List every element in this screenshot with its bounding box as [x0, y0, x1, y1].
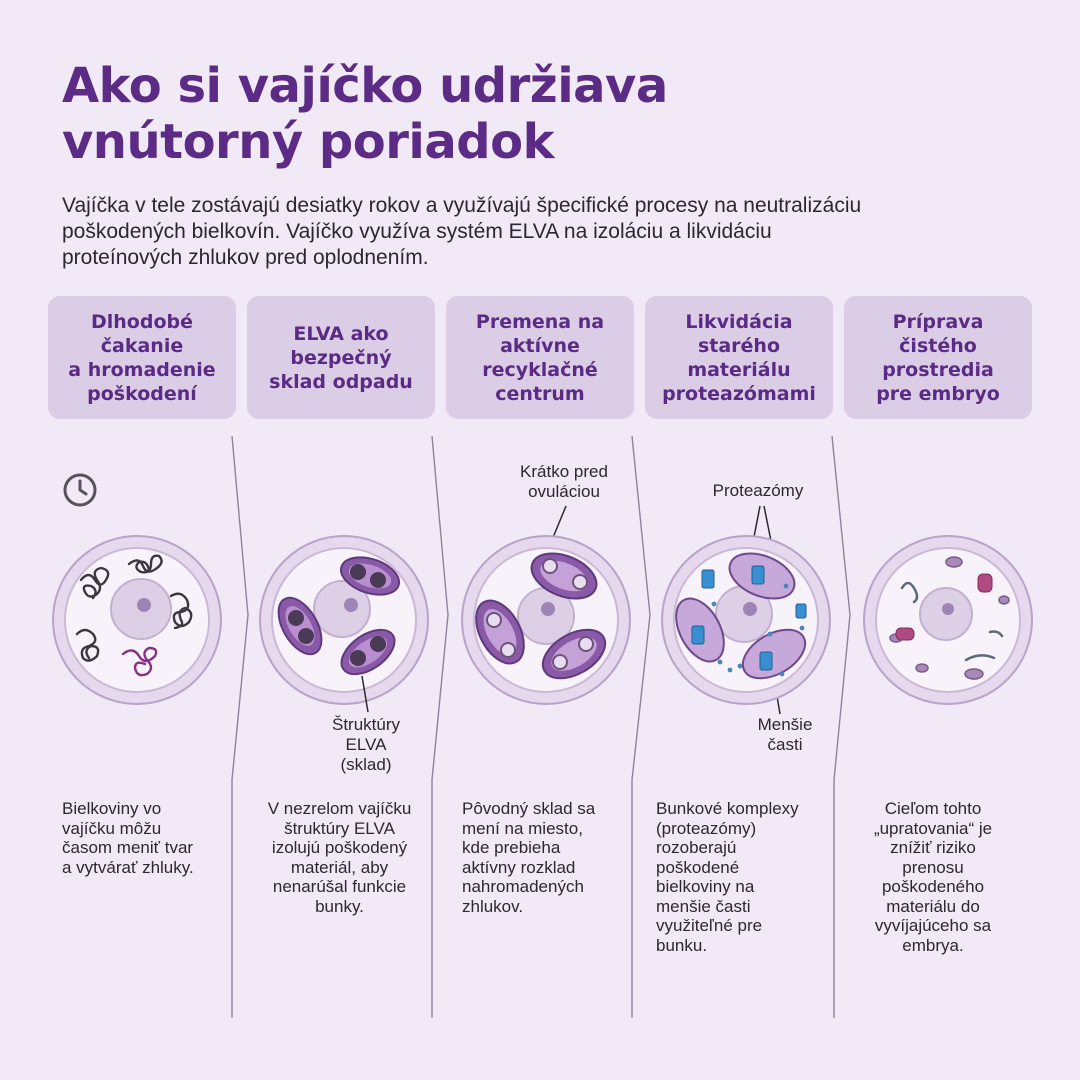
- description-line: nenarúšal funkcie: [272, 877, 407, 896]
- step-header-line: prostredia: [882, 358, 994, 381]
- annotation-line: ELVA: [345, 735, 387, 754]
- organelle: [916, 664, 928, 672]
- step-header-line: čistého: [899, 334, 977, 357]
- organelle: [896, 628, 914, 640]
- step-header-line: pre embryo: [876, 382, 1000, 405]
- fragment: [718, 660, 723, 665]
- description-line: bunku.: [656, 935, 708, 955]
- step-header-line: ELVA ako: [293, 322, 389, 345]
- step-header-line: Príprava: [892, 310, 984, 333]
- description-line: využiteľné pre: [656, 916, 763, 935]
- step-2-description: [252, 799, 427, 916]
- intro-line: poškodených bielkovín. Vajíčko využíva systém ELVA na izoláciu a likvidáciu: [62, 220, 772, 243]
- egg-cell-proteasomes: [660, 534, 832, 706]
- description-line: embrya.: [902, 935, 964, 955]
- description-line: bunky.: [315, 896, 364, 916]
- description-line: štruktúry ELVA: [284, 818, 395, 838]
- fragment: [768, 632, 773, 637]
- description-line: Cieľom tohto: [884, 799, 982, 818]
- step-3-description: [462, 799, 637, 916]
- step-header-line: a hromadenie: [68, 358, 216, 381]
- step-header-line: starého: [697, 334, 781, 357]
- step-header-line: proteazómami: [662, 382, 816, 405]
- step-header-line: poškodení: [87, 382, 197, 405]
- annotation-pre-ovulation: [504, 462, 624, 502]
- annotation-line: ovuláciou: [528, 482, 600, 501]
- fragment: [712, 602, 717, 607]
- description-line: materiál, aby: [290, 857, 389, 877]
- fragment: [784, 584, 789, 589]
- proteasome: [702, 570, 714, 588]
- title-line: Ako si vajíčko udržiava: [62, 58, 668, 114]
- step-1-description: [62, 799, 237, 877]
- description-line: zhlukov.: [462, 896, 524, 916]
- step-5-description: [848, 799, 1018, 955]
- clock-icon: [62, 472, 98, 513]
- fragment: [728, 668, 733, 673]
- organelle: [978, 574, 992, 592]
- divider-line: [232, 436, 248, 1018]
- description-line: vajíčku môžu: [62, 818, 162, 838]
- description-line: Bielkoviny vo: [62, 799, 162, 818]
- fragment: [800, 626, 805, 631]
- step-header-line: čakanie: [100, 334, 184, 357]
- description-line: rozoberajú: [656, 838, 737, 857]
- description-line: materiálu do: [886, 896, 980, 916]
- divider-line: [632, 436, 650, 1018]
- description-line: V nezrelom vajíčku: [267, 799, 412, 818]
- egg-cell-aggregates: [51, 534, 223, 706]
- description-line: Pôvodný sklad sa: [462, 799, 596, 818]
- step-header-line: centrum: [495, 382, 585, 405]
- step-header-line: Likvidácia: [685, 310, 793, 333]
- annotation-line: časti: [767, 735, 803, 754]
- annotation-elva: [306, 715, 426, 775]
- description-line: (proteazómy): [656, 818, 757, 838]
- step-header-line: recyklačné: [482, 358, 598, 381]
- title-line: vnútorný poriadok: [62, 114, 555, 170]
- description-line: časom meniť tvar: [62, 838, 194, 857]
- divider-line: [432, 436, 448, 1018]
- description-line: aktívny rozklad: [462, 857, 576, 877]
- organelle: [965, 669, 983, 679]
- description-line: poškodené: [656, 857, 740, 877]
- description-line: menšie časti: [656, 896, 751, 916]
- annotation-smaller-parts: [730, 715, 840, 755]
- annotation-line: Menšie: [757, 715, 813, 734]
- annotation-line: (sklad): [340, 755, 392, 774]
- description-line: „upratovania“ je: [873, 818, 993, 838]
- step-header-line: sklad odpadu: [269, 370, 413, 393]
- description-line: prenosu: [902, 857, 964, 877]
- description-line: kde prebieha: [462, 838, 561, 857]
- proteasome: [752, 566, 764, 584]
- organelle: [946, 557, 962, 567]
- annotation-line: Krátko pred: [520, 462, 608, 481]
- step-header-line: Premena na: [475, 310, 605, 333]
- egg-cell-elva-storage: [258, 534, 430, 706]
- fragment: [780, 672, 785, 677]
- annotation-proteasomes: [698, 481, 818, 501]
- proteasome: [760, 652, 772, 670]
- description-line: Bunkové komplexy: [656, 799, 799, 818]
- intro-line: proteínových zhlukov pred oplodnením.: [62, 246, 429, 269]
- step-header-line: aktívne: [500, 334, 580, 357]
- egg-cell-clean: [862, 534, 1034, 706]
- step-header-line: materiálu: [687, 358, 791, 381]
- proteasome: [796, 604, 806, 618]
- step-4-description: [656, 799, 831, 955]
- description-line: mení na miesto,: [462, 818, 583, 838]
- description-line: nahromadených: [462, 877, 584, 896]
- proteasome: [692, 626, 704, 644]
- description-line: izolujú poškodený: [271, 838, 408, 857]
- step-header-line: bezpečný: [290, 346, 392, 369]
- description-line: vyvíjajúceho sa: [874, 916, 992, 935]
- description-line: a vytvárať zhluky.: [62, 857, 194, 877]
- description-line: poškodeného: [881, 877, 985, 896]
- description-line: znížiť riziko: [890, 838, 976, 857]
- egg-cell-recycling: [460, 534, 632, 706]
- intro-line: Vajíčka v tele zostávajú desiatky rokov a využívajú špecifické procesy na neutralizáciu: [62, 194, 862, 217]
- description-line: bielkoviny na: [656, 877, 755, 896]
- annotation-line: Proteazómy: [712, 481, 804, 500]
- step-header-line: Dlhodobé: [90, 310, 193, 333]
- organelle: [999, 596, 1009, 604]
- annotation-line: Štruktúry: [331, 715, 401, 734]
- fragment: [738, 664, 743, 669]
